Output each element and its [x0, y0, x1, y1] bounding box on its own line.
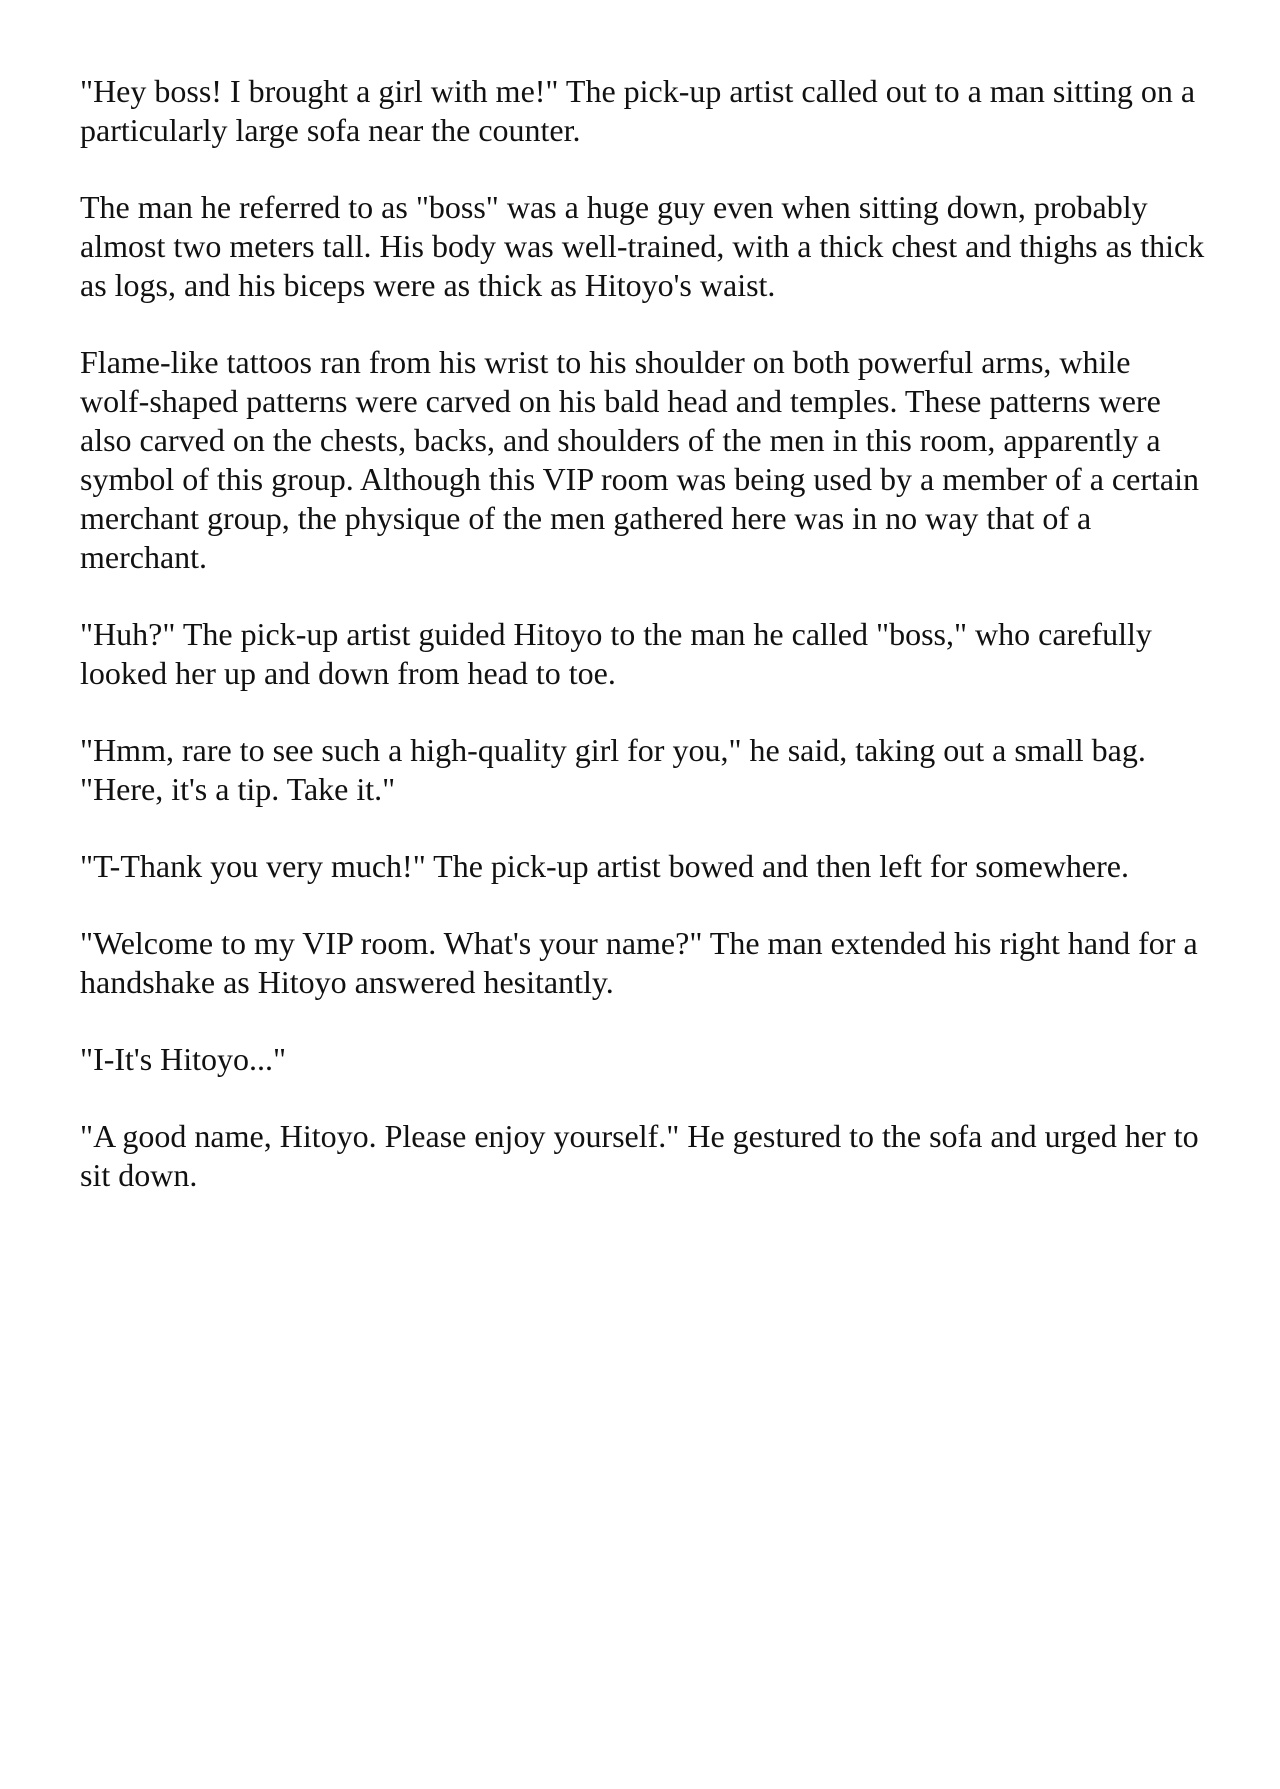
paragraph-2: The man he referred to as "boss" was a huge guy even when sitting down, probably almost two meters tall. His body was well-trained, with a thick chest and thighs as thick as logs, and his biceps were as thick as Hitoyo's waist.	[80, 189, 1205, 303]
paragraph-1: "Hey boss! I brought a girl with me!" The pick-up artist called out to a man sitting on a particularly large sofa near the counter.	[80, 73, 1196, 148]
paragraph-6: "T-Thank you very much!" The pick-up artist bowed and then left for somewhere.	[80, 848, 1129, 884]
paragraph-5: "Hmm, rare to see such a high-quality girl for you," he said, taking out a small bag. "Here, it's a tip. Take it."	[80, 732, 1146, 807]
story-text	[80, 72, 1205, 1233]
paragraph-3: Flame-like tattoos ran from his wrist to his shoulder on both powerful arms, while wolf-shaped patterns were carved on his bald head and temples. These patterns were also carved on the chests, backs, and shoulders of the men in this room, apparently a symbol of this group. Although this VIP room was being used by a member of a certain merchant group, the physique of the men gathered here was in no way that of a merchant.	[80, 344, 1199, 575]
paragraph-9: "A good name, Hitoyo. Please enjoy yourself." He gestured to the sofa and urged her to sit down.	[80, 1118, 1199, 1193]
paragraph-4: "Huh?" The pick-up artist guided Hitoyo to the man he called "boss," who carefully looked her up and down from head to toe.	[80, 616, 1152, 691]
paragraph-8: "I-It's Hitoyo..."	[80, 1041, 287, 1077]
paragraph-7: "Welcome to my VIP room. What's your name?" The man extended his right hand for a handshake as Hitoyo answered hesitantly.	[80, 925, 1198, 1000]
